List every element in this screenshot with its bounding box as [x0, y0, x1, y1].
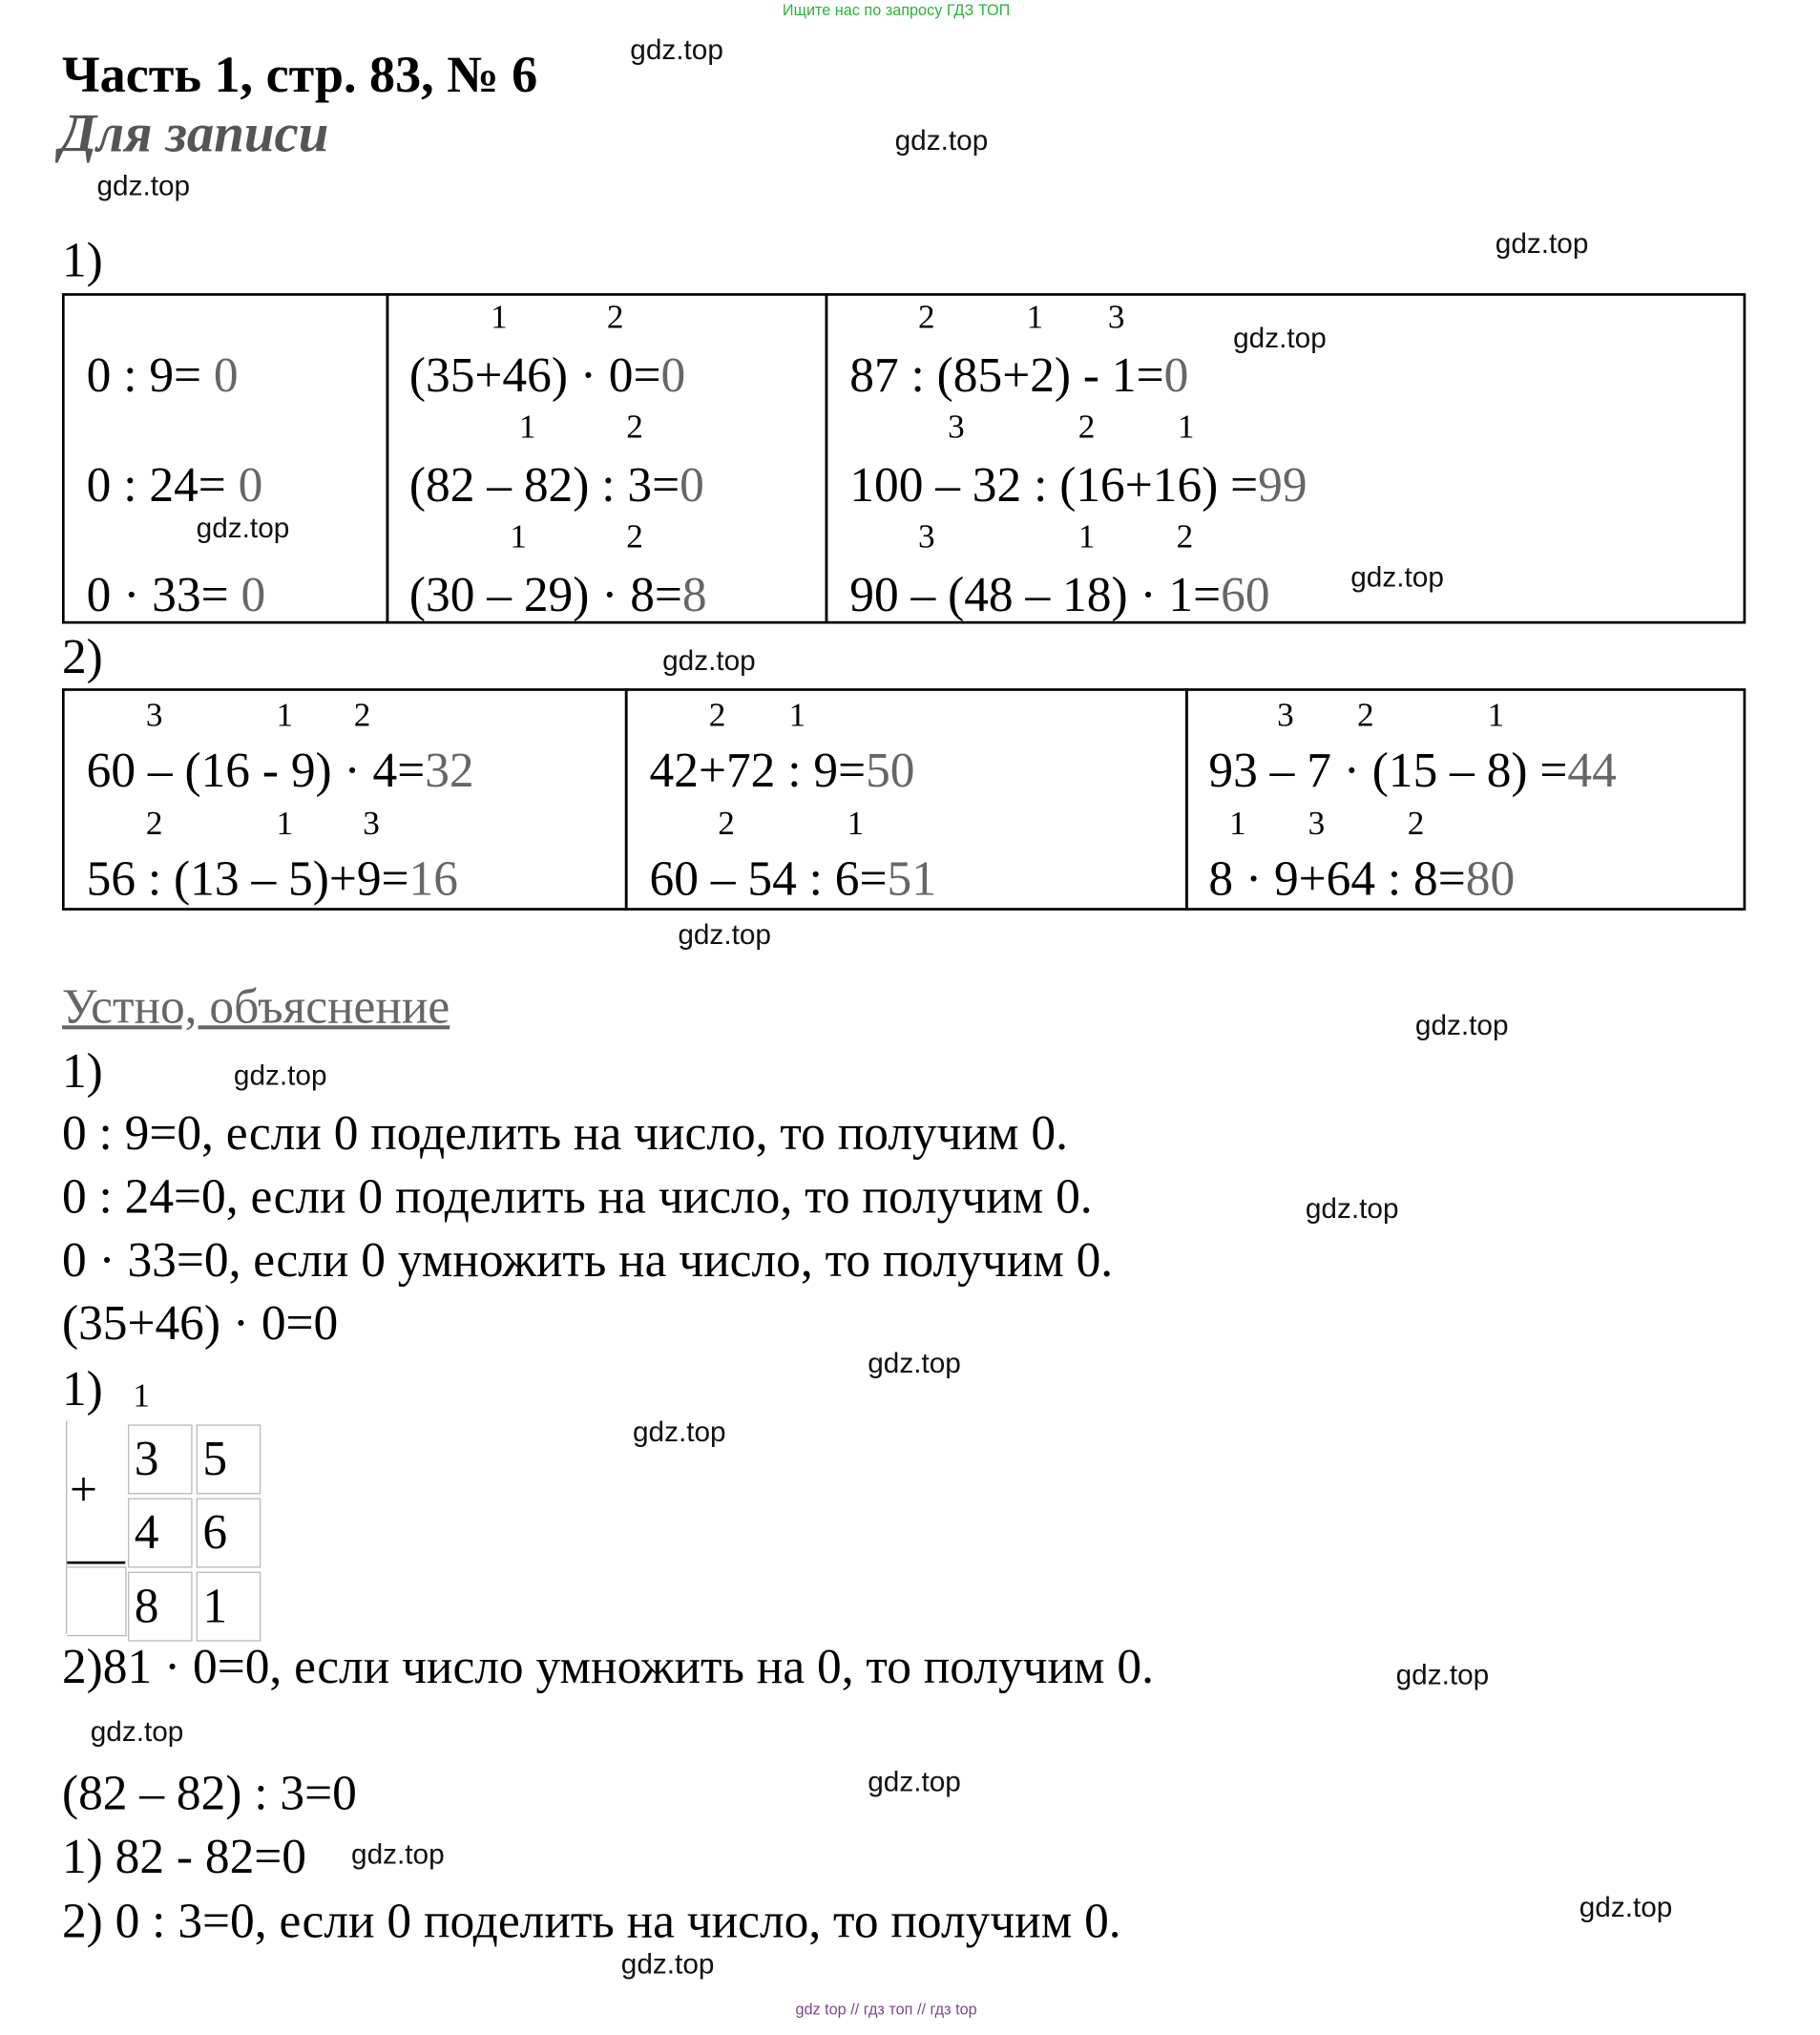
expr: 100 – 32 : (16+16) =99 [849, 458, 1307, 514]
watermark: gdz.top [630, 33, 723, 67]
order-index: 1 [1177, 408, 1195, 446]
watermark: gdz.top [1495, 227, 1589, 260]
order-index: 2 [626, 408, 643, 446]
expr: 0 : 24= 0 [86, 458, 263, 514]
order-index: 3 [948, 408, 965, 446]
watermark: gdz.top [662, 644, 756, 677]
oral-line: 2)81 · 0=0, если число умножить на 0, то получим 0. [61, 1640, 1154, 1695]
table2-cell-1 [62, 688, 628, 911]
expr: 0 : 9= 0 [86, 348, 239, 404]
order-index: 2 [1357, 696, 1374, 734]
order-index: 3 [1307, 804, 1326, 843]
order-index: 1 [1026, 298, 1044, 336]
expr: 93 – 7 · (15 – 8) =44 [1208, 744, 1617, 799]
order-index: 3 [363, 804, 380, 843]
oral-line: 0 · 33=0, если 0 умножить на число, то получим 0. [61, 1233, 1114, 1288]
expr: 0 · 33= 0 [86, 568, 266, 623]
watermark: gdz.top [351, 1837, 445, 1871]
bottom-banner: gdz top // гдз топ // гдз top [795, 2000, 977, 2019]
column-addition-grid [124, 1420, 264, 1645]
order-index: 2 [626, 517, 643, 556]
watermark: gdz.top [894, 123, 989, 157]
expr: 60 – (16 - 9) · 4=32 [86, 744, 474, 799]
watermark: gdz.top [1350, 560, 1444, 594]
order-index: 1 [491, 298, 508, 336]
watermark: gdz.top [678, 917, 771, 951]
watermark: gdz.top [233, 1059, 327, 1092]
order-index: 1 [518, 408, 536, 446]
grid-cell: 5 [197, 1424, 261, 1494]
order-index: 2 [1176, 517, 1194, 556]
order-index: 2 [145, 804, 163, 843]
order-index: 2 [917, 298, 935, 336]
oral-line: 0 : 24=0, если 0 поделить на число, то получим 0. [61, 1169, 1093, 1225]
order-index: 2 [1407, 804, 1425, 843]
sum-line [67, 1562, 125, 1564]
oral-line: 0 : 9=0, если 0 поделить на число, то получим 0. [61, 1106, 1068, 1162]
watermark: gdz.top [1395, 1658, 1490, 1691]
watermark: gdz.top [1305, 1191, 1399, 1225]
grid-cell: 1 [197, 1572, 261, 1642]
table1-cell-1 [62, 293, 388, 623]
watermark: gdz.top [196, 511, 290, 544]
oral-step-label: 1) [61, 1362, 103, 1417]
expr: 56 : (13 – 5)+9=16 [86, 851, 458, 907]
oral-line: (82 – 82) : 3=0 [61, 1766, 357, 1821]
table1-cell-3 [826, 293, 1747, 623]
order-index: 3 [145, 696, 163, 734]
watermark: gdz.top [868, 1347, 961, 1380]
expr: 87 : (85+2) - 1=0 [849, 348, 1189, 404]
grid-cell: 3 [128, 1424, 193, 1494]
order-index: 1 [847, 804, 865, 843]
table1-cell-2 [387, 293, 828, 623]
part1-label: 1) [61, 233, 103, 288]
watermark: gdz.top [632, 1415, 726, 1448]
column-addition-sign-cell [66, 1420, 125, 1633]
watermark: gdz.top [1414, 1008, 1509, 1041]
watermark: gdz.top [90, 1714, 184, 1748]
order-index: 1 [510, 517, 528, 556]
subtitle: Для записи [59, 104, 329, 164]
order-index: 2 [353, 696, 371, 734]
watermark: gdz.top [96, 169, 191, 202]
order-index: 2 [718, 804, 735, 843]
expr: (30 – 29) · 8=8 [408, 568, 707, 623]
order-index: 1 [1487, 696, 1505, 734]
order-index: 1 [276, 696, 294, 734]
oral-line: 2) 0 : 3=0, если 0 поделить на число, то получим 0. [61, 1894, 1121, 1949]
order-index: 3 [917, 517, 935, 556]
order-index: 1 [1077, 517, 1096, 556]
order-index: 3 [1277, 696, 1294, 734]
watermark: gdz.top [1233, 321, 1327, 354]
page-title: Часть 1, стр. 83, № 6 [61, 45, 538, 104]
expr: 60 – 54 : 6=51 [649, 851, 936, 907]
grid-cell: 4 [128, 1498, 193, 1567]
order-index: 1 [788, 696, 806, 734]
order-index: 2 [1077, 408, 1096, 446]
expr: (82 – 82) : 3=0 [408, 458, 704, 514]
expr: 8 · 9+64 : 8=80 [1208, 851, 1516, 907]
grid-cell: 6 [197, 1498, 261, 1567]
order-index: 1 [1229, 804, 1246, 843]
order-index: 3 [1107, 298, 1125, 336]
plus-sign: + [70, 1462, 98, 1518]
table2-cell-2 [625, 688, 1188, 911]
oral-line: 1) 82 - 82=0 [61, 1830, 306, 1885]
table2-cell-3 [1185, 688, 1746, 911]
expr: 42+72 : 9=50 [649, 744, 915, 799]
top-banner: Ищите нас по запросу ГДЗ ТОП [782, 1, 1011, 20]
part2-label: 2) [61, 630, 103, 685]
oral-label: 1) [61, 1044, 103, 1100]
carry-digit: 1 [133, 1376, 150, 1415]
watermark: gdz.top [868, 1765, 961, 1798]
grid-cell [67, 1566, 126, 1636]
order-index: 1 [276, 804, 294, 843]
oral-heading: Устно, объяснение [61, 979, 450, 1035]
order-index: 2 [708, 696, 726, 734]
expr: (35+46) · 0=0 [408, 348, 686, 404]
watermark: gdz.top [620, 1947, 715, 1981]
expr: 90 – (48 – 18) · 1=60 [849, 568, 1270, 623]
order-index: 2 [606, 298, 624, 336]
watermark: gdz.top [1579, 1890, 1673, 1923]
grid-cell: 8 [128, 1572, 193, 1642]
oral-line: (35+46) · 0=0 [61, 1296, 339, 1352]
